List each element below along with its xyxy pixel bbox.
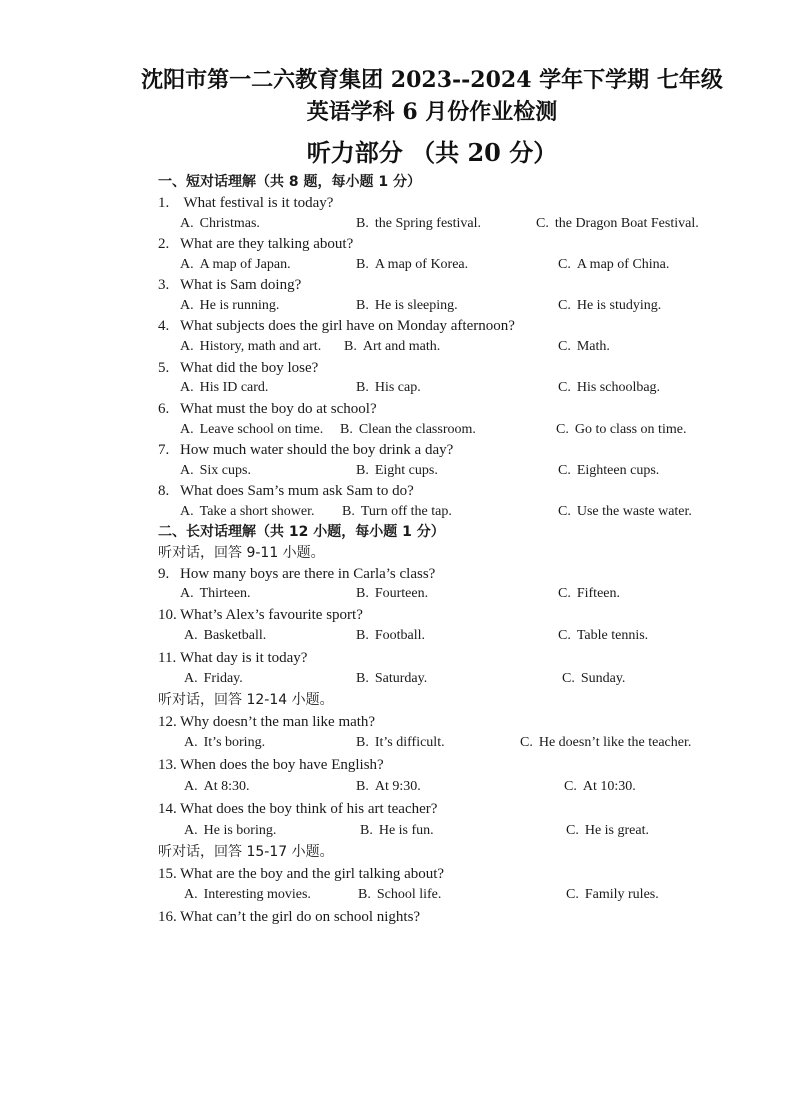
- option-b: B. Football.: [356, 628, 426, 643]
- question-text: What festival is it today?: [183, 195, 334, 211]
- option-a: A. He is boring.: [184, 823, 277, 838]
- question-8: 8. What does Sam’s mum ask Sam to do?: [158, 483, 414, 499]
- question-2-options: [158, 254, 758, 276]
- section-1-heading: 一、短对话理解（共 8 题，每小题 1 分）: [158, 174, 421, 190]
- option-c: C. A map of China.: [558, 257, 670, 272]
- option-b: B. the Spring festival.: [356, 216, 481, 231]
- question-11: 11. What day is it today?: [158, 650, 308, 666]
- question-3-options: [158, 295, 758, 317]
- question-6-options: [158, 419, 758, 441]
- instruction-9-11: 听对话，回答 9-11 小题。: [158, 545, 325, 561]
- question-9: 9. How many boys are there in Carla’s class?: [158, 566, 436, 582]
- option-c: C. Eighteen cups.: [558, 463, 660, 478]
- option-c: C. He is great.: [566, 823, 649, 838]
- option-a: A. Friday.: [184, 671, 243, 686]
- option-a: A. Six cups.: [180, 463, 251, 478]
- exam-title-line2: 英语学科 6 月份作业检测: [306, 99, 558, 125]
- option-c: C. Fifteen.: [558, 586, 620, 601]
- question-10-options: [158, 625, 758, 647]
- exam-title-line1: 沈阳市第一二六教育集团 2023--2024 学年下学期 七年级: [141, 67, 723, 93]
- option-a: A. At 8:30.: [184, 779, 250, 794]
- question-13-options: [158, 776, 758, 798]
- option-a: A. Leave school on time.: [180, 422, 324, 437]
- option-b: B. Turn off the tap.: [342, 504, 452, 519]
- option-b: B. Art and math.: [344, 339, 441, 354]
- option-b: B. Clean the classroom.: [340, 422, 476, 437]
- question-14-options: [158, 820, 758, 842]
- option-b: B. A map of Korea.: [356, 257, 469, 272]
- option-c: C. His schoolbag.: [558, 380, 661, 395]
- option-c: C. Use the waste water.: [558, 504, 692, 519]
- option-c: C. Family rules.: [566, 887, 659, 902]
- question-4: 4. What subjects does the girl have on Monday afternoon?: [158, 318, 515, 334]
- option-a: A. Interesting movies.: [184, 887, 311, 902]
- instruction-12-14: 听对话，回答 12-14 小题。: [158, 692, 334, 708]
- question-15-options: [158, 884, 758, 906]
- question-5: 5. What did the boy lose?: [158, 360, 319, 376]
- option-c: C. At 10:30.: [564, 779, 636, 794]
- option-a: A. Take a short shower.: [180, 504, 315, 519]
- option-b: B. Saturday.: [356, 671, 428, 686]
- option-a: A. History, math and art.: [180, 339, 322, 354]
- option-a: A. Christmas.: [180, 216, 260, 231]
- option-c: C. Table tennis.: [558, 628, 649, 643]
- option-a: A. A map of Japan.: [180, 257, 291, 272]
- question-7-options: [158, 460, 758, 482]
- question-11-options: [158, 668, 758, 690]
- option-c: C. He doesn’t like the teacher.: [520, 735, 692, 750]
- option-a: A. His ID card.: [180, 380, 269, 395]
- option-b: B. Fourteen.: [356, 586, 429, 601]
- option-a: A. Thirteen.: [180, 586, 251, 601]
- option-b: B. He is sleeping.: [356, 298, 458, 313]
- question-6: 6. What must the boy do at school?: [158, 401, 377, 417]
- section-2-heading: 二、长对话理解（共 12 小题，每小题 1 分）: [158, 524, 445, 540]
- option-c: C. Math.: [558, 339, 610, 354]
- question-7: 7. How much water should the boy drink a day?: [158, 442, 454, 458]
- question-2: 2. What are they talking about?: [158, 236, 354, 252]
- option-c: C. the Dragon Boat Festival.: [536, 216, 699, 231]
- option-c: C. Go to class on time.: [556, 422, 687, 437]
- option-b: B. He is fun.: [360, 823, 434, 838]
- question-13: 13. When does the boy have English?: [158, 757, 384, 773]
- option-a: A. It’s boring.: [184, 735, 266, 750]
- question-1-options: [158, 213, 758, 235]
- option-a: A. Basketball.: [184, 628, 267, 643]
- question-1: [158, 192, 758, 214]
- question-12-options: [158, 732, 758, 754]
- question-number: 1.: [158, 195, 170, 211]
- question-3: 3. What is Sam doing?: [158, 277, 302, 293]
- option-b: B. His cap.: [356, 380, 421, 395]
- question-15: 15. What are the boy and the girl talking about?: [158, 866, 445, 882]
- question-16: 16. What can’t the girl do on school nights?: [158, 909, 421, 925]
- question-4-options: [158, 336, 758, 358]
- listening-section-title: 听力部分 （共 20 分）: [306, 138, 558, 167]
- option-b: B. It’s difficult.: [356, 735, 445, 750]
- option-b: B. Eight cups.: [356, 463, 438, 478]
- question-5-options: [158, 377, 758, 399]
- question-12: 12. Why doesn’t the man like math?: [158, 714, 376, 730]
- instruction-15-17: 听对话，回答 15-17 小题。: [158, 844, 334, 860]
- option-c: C. Sunday.: [562, 671, 626, 686]
- question-9-options: [158, 583, 758, 605]
- question-10: 10. What’s Alex’s favourite sport?: [158, 607, 363, 623]
- option-b: B. School life.: [358, 887, 442, 902]
- option-b: B. At 9:30.: [356, 779, 421, 794]
- question-8-options: [158, 501, 758, 523]
- option-a: A. He is running.: [180, 298, 280, 313]
- option-c: C. He is studying.: [558, 298, 662, 313]
- question-14: 14. What does the boy think of his art teacher?: [158, 801, 438, 817]
